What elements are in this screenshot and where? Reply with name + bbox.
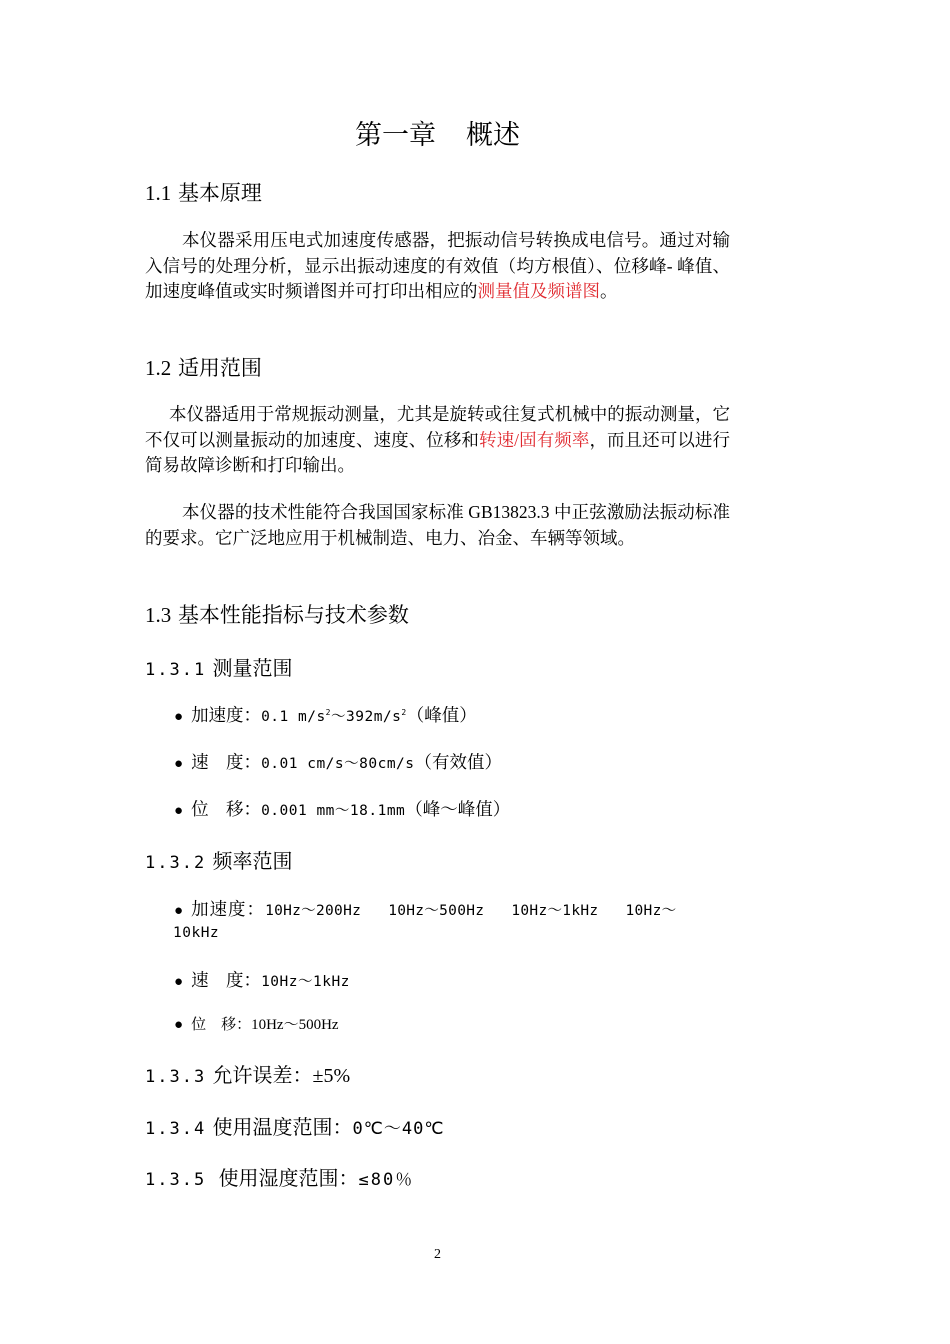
heading-number: 1.1 — [145, 181, 172, 205]
paragraph-text: 本仪器采用压电式加速度传感器，把振动信号转换成电信号。通过对输入信号的处理分析，显示出振动速度的有效值（均方根值）、位移峰- 峰值、加速度峰值或实时频谱图并可打印出相应的 — [145, 230, 730, 301]
heading-1-3-4 — [145, 1111, 444, 1140]
bullet-icon: ● — [174, 803, 184, 819]
item-value: 10kHz — [173, 925, 220, 941]
paragraph-text: 本仪器适用于常规振动测量，尤其是旋转或往复式机械中的振动测量，它不仅可以测量振动的加速度、速度、位移和 — [145, 404, 730, 450]
item-note: （峰～峰值） — [405, 799, 511, 819]
heading-1-2 — [145, 352, 262, 382]
heading-1-3-1 — [145, 652, 293, 681]
heading-number: 1.2 — [145, 356, 172, 380]
item-value: 10Hz～1kHz — [261, 974, 350, 990]
list-item — [174, 796, 510, 821]
item-label: 加速度： — [191, 899, 266, 919]
heading-number: 1.3.2 — [145, 853, 207, 873]
list-item — [174, 896, 676, 921]
value-text: 0.1 m/s — [261, 709, 326, 725]
heading-text: 基本性能指标与技术参数 — [177, 603, 409, 627]
item-label: 位 移： — [191, 799, 262, 819]
superscript: 2 — [325, 708, 331, 718]
list-item — [174, 702, 477, 727]
paragraph-text: 。 — [600, 281, 618, 301]
heading-text: 使用温度范围： — [212, 1115, 353, 1139]
heading-number: 1.3 — [145, 603, 172, 627]
heading-number: 1.3.5 — [145, 1170, 207, 1190]
heading-value: ±5% — [312, 1065, 351, 1087]
bullet-icon: ● — [174, 709, 184, 725]
heading-value: ≤80％ — [358, 1170, 415, 1190]
item-label: 加速度： — [191, 705, 262, 725]
highlighted-text: 转速/固有频率 — [479, 429, 590, 450]
heading-text: 测量范围 — [212, 656, 293, 680]
bullet-icon: ● — [174, 756, 184, 772]
heading-text: 频率范围 — [212, 849, 293, 873]
superscript: 2 — [401, 708, 407, 718]
page-number: 2 — [434, 1247, 441, 1262]
bullet-icon: ● — [174, 974, 184, 990]
paragraph-text: ，而且还可以进行简易故障诊断和打印输出。 — [145, 429, 730, 475]
item-note: （有效值） — [414, 752, 503, 772]
heading-number: 1.3.3 — [145, 1067, 207, 1087]
item-label: 位 移： — [191, 1017, 252, 1033]
heading-1-3-5 — [145, 1162, 414, 1191]
chapter-title-right: 概述 — [466, 120, 520, 151]
highlighted-text: 测量值及频谱图 — [477, 281, 600, 301]
heading-1-3-2 — [145, 845, 293, 874]
heading-text: 使用湿度范围： — [218, 1166, 359, 1190]
paragraph-scope — [145, 402, 730, 479]
heading-text: 允许误差： — [212, 1063, 313, 1087]
bullet-icon: ● — [174, 903, 184, 919]
heading-number: 1.3.4 — [145, 1119, 207, 1139]
item-label: 速 度： — [191, 970, 262, 990]
item-value — [261, 709, 407, 725]
list-item — [174, 967, 350, 992]
bullet-icon: ● — [174, 1017, 184, 1033]
item-value: 0.001 mm～18.1mm — [261, 803, 406, 819]
item-label: 速 度： — [191, 752, 262, 772]
chapter-title-left: 第一章 — [355, 120, 436, 151]
list-item — [174, 749, 502, 774]
heading-text: 适用范围 — [177, 356, 262, 380]
value-text: ～392m/s — [331, 709, 402, 725]
heading-value: 0℃～40℃ — [352, 1119, 445, 1139]
item-note: （峰值） — [406, 705, 477, 725]
list-item-continuation — [173, 921, 219, 942]
heading-1-3-3 — [145, 1059, 350, 1088]
heading-1-1 — [145, 177, 262, 207]
item-value: 10Hz～200Hz 10Hz～500Hz 10Hz～1kHz 10Hz～ — [265, 903, 677, 919]
item-value: 10Hz～500Hz — [251, 1017, 339, 1033]
heading-1-3 — [145, 599, 409, 629]
paragraph-principle — [145, 228, 730, 305]
heading-text: 基本原理 — [177, 181, 262, 205]
item-value: 0.01 cm/s～80cm/s — [261, 756, 415, 772]
list-item — [174, 1013, 339, 1034]
chapter-title — [0, 113, 875, 152]
paragraph-standard: 本仪器的技术性能符合我国国家标准 GB13823.3 中正弦激励法振动标准的要求。它广泛地应用于机械制造、电力、冶金、车辆等领域。 — [145, 502, 730, 548]
heading-number: 1.3.1 — [145, 660, 207, 680]
